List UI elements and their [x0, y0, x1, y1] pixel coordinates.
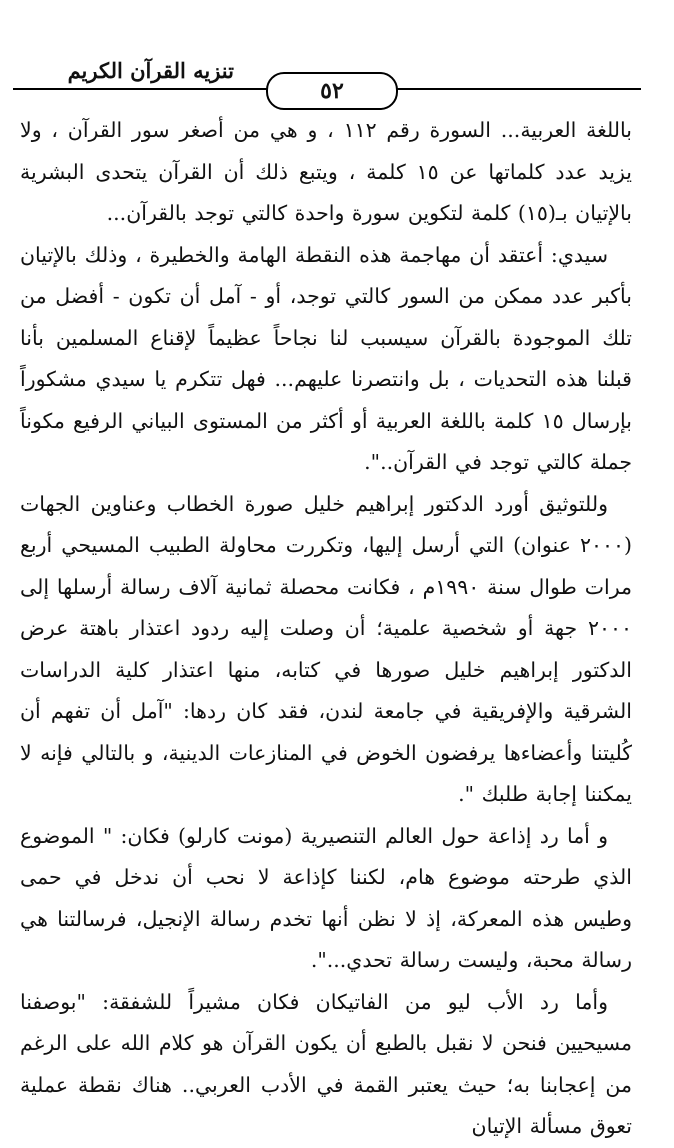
paragraph: سيدي: أعتقد أن مهاجمة هذه النقطة الهامة والخطيرة ، وذلك بالإتيان بأكبر عدد ممكن من السور كالتي توجد، أو - آمل أن تكون - أفضل من تلك الموجودة بالقرآن سيسبب لنا نجاحاً عظيماً لإقناع المسلمين بأنا قبلنا هذه التحديات ، بل وانتصرنا عليهم... فهل تتكرم يا سيدي مشكوراً بإرسال ١٥ كلمة باللغة العربية أو أكثر من المستوى البياني الرفيع مكوناً جملة كالتي توجد في القرآن..".: [20, 242, 633, 474]
book-title: تنزيه القرآن الكريم: [67, 58, 234, 83]
paragraph: و أما رد إذاعة حول العالم التنصيرية (مونت كارلو) فكان: " الموضوع الذي طرحته موضوع هام، لكننا كإذاعة لا نحب أن ندخل في حمى وطيس هذه المعركة، إذ لا نظن أنها تخدم رسالة الإنجيل، فرسالتنا هي رسالة محبة، وليست رسالة تحدي...".: [20, 823, 632, 972]
paragraph: باللغة العربية... السورة رقم ١١٢ ، و هي من أصغر سور القرآن ، ولا يزيد عدد كلماتها عن ١٥ كلمة ، ويتبع ذلك أن القرآن يتحدى البشرية بالإتيان بـ(١٥) كلمة لتكوين سورة واحدة كالتي توجد بالقرآن...: [20, 118, 632, 225]
body-text: [20, 110, 632, 1148]
paragraph: وأما رد الأب ليو من الفاتيكان فكان مشيراً للشفقة: "بوصفنا مسيحيين فنحن لا نقبل بالطبع أن يكون القرآن هو كلام الله على الرغم من إعجابنا به؛ حيث يعتبر القمة في الأدب العربي.. هناك نقطة عملية تعوق مسألة الإتيان: [20, 989, 632, 1138]
page-header: [0, 0, 674, 105]
paragraph: وللتوثيق أورد الدكتور إبراهيم خليل صورة الخطاب وعناوين الجهات (٢٠٠٠ عنوان) التي أرسل إليها، وتكررت محاولة الطبيب المسيحي أربع مرات طوال سنة ١٩٩٠م ، فكانت محصلة ثمانية آلاف رسالة أرسلها إلى ٢٠٠٠ جهة أو شخصية علمية؛ أن وصلت إليه ردود اعتذار باهتة عرض الدكتور إبراهيم خليل صورها في كتابه، منها اعتذار كلية الدراسات الشرقية والإفريقية في جامعة لندن، فقد كان ردها: "آمل أن تفهم أن كُليتنا وأعضاءها يرفضون الخوض في المنازعات الدينية، و بالتالي فإنه لا يمكننا إجابة طلبك ".: [20, 491, 633, 806]
page-number: ٥٢: [266, 72, 398, 110]
